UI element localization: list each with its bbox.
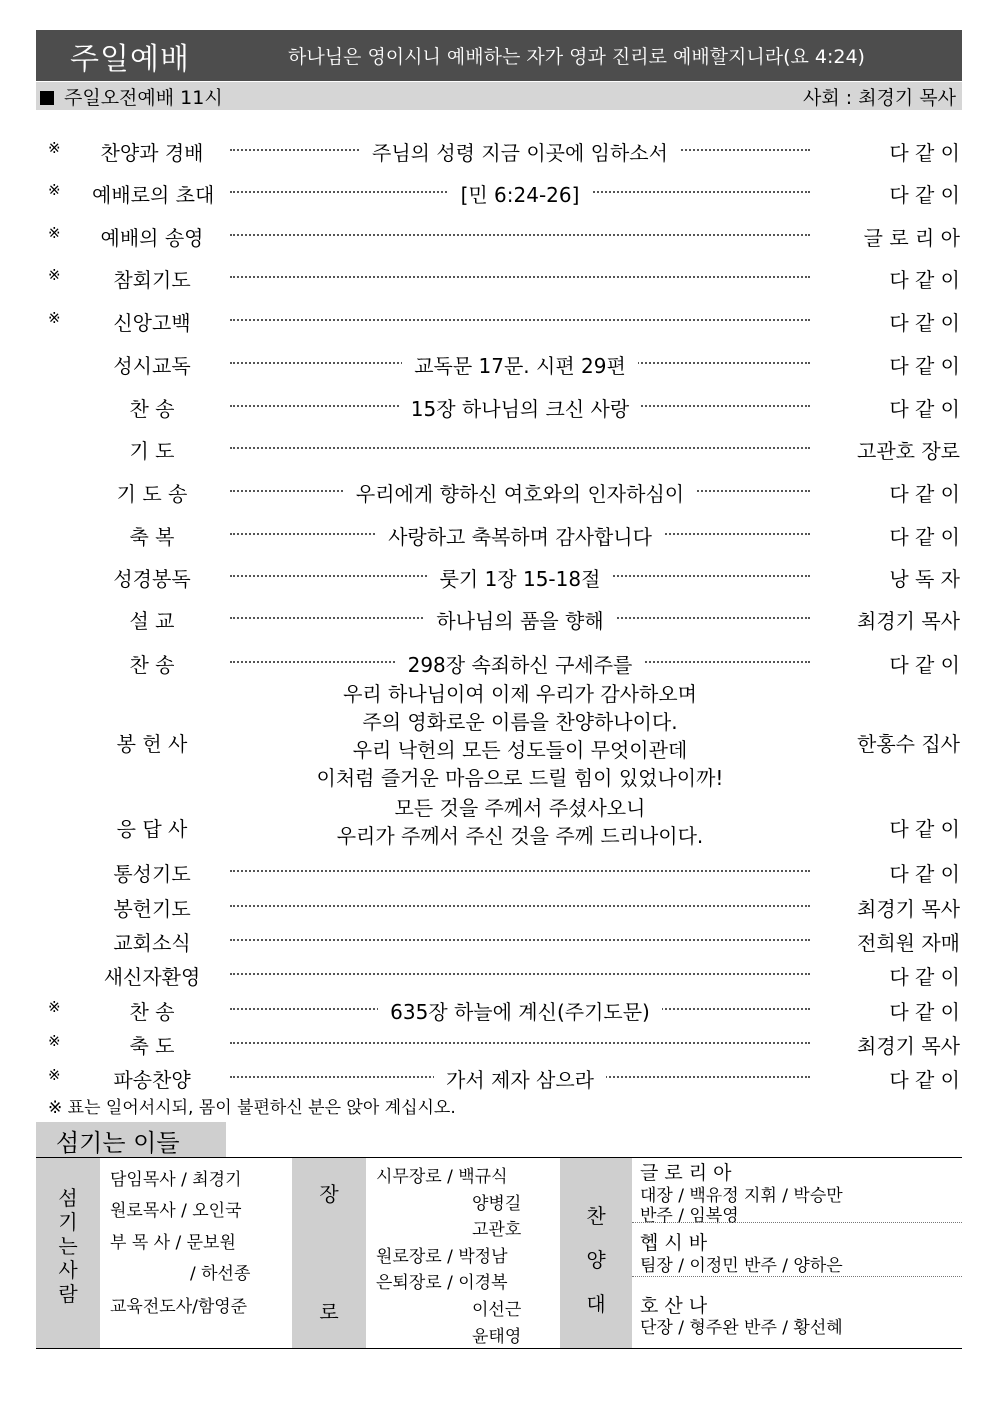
- order-label: 기 도 송: [116, 482, 188, 506]
- order-leader: 다 같 이: [889, 397, 960, 421]
- order-leader: 최경기 목사: [857, 609, 960, 633]
- order-leader: 한홍수 집사: [857, 732, 960, 756]
- order-row: [0, 429, 992, 463]
- choir-detail: 팀장 / 이정민 반주 / 양하은: [640, 1256, 843, 1276]
- order-content: [230, 996, 810, 1025]
- choir-name: 헵 시 바: [640, 1232, 708, 1254]
- order-content-text: 룻기 1장 15-18절: [428, 567, 613, 591]
- order-label: 찬양과 경배: [100, 141, 204, 165]
- elder-entry: 원로장로 / 박정남: [376, 1247, 508, 1267]
- order-leader: 다 같 이: [889, 482, 960, 506]
- order-label: 성경봉독: [113, 567, 191, 591]
- order-label: 축 복: [129, 525, 175, 549]
- vertical-char: 섬: [58, 1186, 78, 1210]
- elder-entry: 은퇴장로 / 이경복: [376, 1273, 508, 1293]
- standing-mark: ※: [48, 266, 61, 284]
- offering-line: 주의 영화로운 이름을 찬양하나이다.: [362, 710, 678, 734]
- order-row: [0, 1024, 992, 1058]
- order-leader: 다 같 이: [889, 183, 960, 207]
- order-label: 기 도: [129, 439, 175, 463]
- vertical-char: 는: [58, 1234, 78, 1258]
- order-content: [230, 563, 810, 592]
- order-leader: 다 같 이: [889, 354, 960, 378]
- order-leader: 글 로 리 아: [863, 226, 960, 250]
- order-content-text: 교독문 17문. 시편 29편: [402, 354, 638, 378]
- order-content: [230, 605, 810, 634]
- dotted-leader: [230, 973, 810, 975]
- header-verse: 하나님은 영이시니 예배하는 자가 영과 진리로 예배할지니라(요 4:24): [288, 46, 865, 68]
- order-content: [230, 1064, 810, 1093]
- choir-detail: 대장 / 백유정 지휘 / 박승만: [640, 1186, 843, 1206]
- order-content-text: 298장 속죄하신 구세주를: [396, 653, 645, 677]
- dotted-leader: [230, 276, 810, 278]
- order-content-text: 가서 제자 삼으라: [434, 1068, 606, 1092]
- order-row: [0, 599, 992, 633]
- standing-mark: ※: [48, 1032, 61, 1050]
- order-content-text: [민 6:24-26]: [449, 183, 592, 207]
- order-leader: 다 같 이: [889, 525, 960, 549]
- elder-entry: 양병길: [472, 1194, 522, 1214]
- order-row: [0, 387, 992, 421]
- dotted-leader: [230, 1042, 810, 1044]
- order-row: [0, 301, 992, 335]
- vertical-char: 사: [58, 1258, 78, 1282]
- choir-name: 호 산 나: [640, 1295, 708, 1317]
- order-row: [0, 131, 992, 165]
- dotted-leader: [230, 905, 810, 907]
- order-content: [230, 649, 810, 678]
- order-content-text: 635장 하늘에 계신(주기도문): [378, 1000, 662, 1024]
- order-label: 찬 송: [129, 1000, 175, 1024]
- dotted-leader: [230, 319, 810, 321]
- dotted-leader: [230, 870, 810, 872]
- order-leader: 다 같 이: [889, 862, 960, 886]
- response-text: [230, 794, 810, 850]
- order-row: [0, 515, 992, 549]
- choir-detail: 단장 / 형주완 반주 / 황선혜: [640, 1318, 843, 1338]
- elder-entry: 윤태영: [472, 1327, 522, 1347]
- order-leader: 다 같 이: [889, 817, 960, 841]
- order-leader: 다 같 이: [889, 1068, 960, 1092]
- order-row: [0, 643, 992, 677]
- order-row: [0, 921, 992, 955]
- order-row: [0, 955, 992, 989]
- staff-entry: 교육전도사/함영준: [110, 1297, 248, 1317]
- order-row: [0, 258, 992, 292]
- order-content-text: 사랑하고 축복하며 감사합니다: [376, 525, 664, 549]
- order-row: [0, 173, 992, 207]
- order-content: [230, 137, 810, 166]
- elder-entry: 고관호: [472, 1220, 522, 1240]
- service-time-label: 주일오전예배 11시: [64, 86, 223, 109]
- order-row: [0, 1058, 992, 1092]
- offering-line: 우리 낙헌의 모든 성도들이 무엇이관데: [352, 738, 688, 762]
- order-leader: 다 같 이: [889, 141, 960, 165]
- vertical-char: 기: [58, 1210, 78, 1234]
- staff-entry: 부 목 사 / 문보원: [110, 1233, 236, 1253]
- square-bullet-icon: [40, 91, 54, 105]
- order-leader: 고관호 장로: [857, 439, 960, 463]
- order-content: [230, 350, 810, 379]
- staff-table: [36, 1157, 962, 1349]
- standing-note: ※ 표는 일어서시되, 몸이 불편하신 분은 앉아 계십시오.: [48, 1098, 456, 1118]
- service-host: 사회 : 최경기 목사: [803, 86, 956, 109]
- response-line: 우리가 주께서 주신 것을 주께 드리나이다.: [336, 824, 704, 848]
- order-leader: 다 같 이: [889, 1000, 960, 1024]
- order-label: 찬 송: [129, 653, 175, 677]
- service-time: [40, 83, 223, 110]
- staff-entry: 원로목사 / 오인국: [110, 1201, 242, 1221]
- order-label: 설 교: [129, 609, 175, 633]
- order-content-text: 우리에게 향하신 여호와의 인자하심이: [344, 482, 696, 506]
- choir-divider: [632, 1276, 962, 1277]
- offering-line: 우리 하나님이여 이제 우리가 감사하오며: [343, 682, 697, 706]
- order-label: 새신자환영: [103, 965, 201, 989]
- order-row: [0, 990, 992, 1024]
- order-label: 파송찬양: [113, 1068, 191, 1092]
- order-content: [230, 521, 810, 550]
- order-content: [230, 478, 810, 507]
- standing-mark: ※: [48, 1066, 61, 1084]
- order-label: 교회소식: [113, 931, 191, 955]
- order-content-text: 하나님의 품을 향해: [424, 609, 615, 633]
- order-label: 참회기도: [113, 268, 191, 292]
- order-label: 응 답 사: [116, 817, 188, 841]
- order-row: [0, 887, 992, 921]
- choir-divider: [632, 1222, 962, 1223]
- choir-detail: 반주 / 임복영: [640, 1206, 739, 1226]
- order-label: 신앙고백: [113, 311, 191, 335]
- order-label: 예배로의 초대: [92, 183, 215, 207]
- order-label: 축 도: [129, 1034, 175, 1058]
- staff-section-title: 섬기는 이들: [36, 1122, 226, 1158]
- order-leader: 다 같 이: [889, 311, 960, 335]
- order-leader: 최경기 목사: [857, 1034, 960, 1058]
- order-label: 봉헌기도: [113, 897, 191, 921]
- staff-entry: 담임목사 / 최경기: [110, 1170, 242, 1190]
- dotted-leader: [230, 939, 810, 941]
- order-content: [230, 179, 810, 208]
- order-leader: 다 같 이: [889, 965, 960, 989]
- order-content-text: 주님의 성령 지금 이곳에 임하소서: [360, 141, 680, 165]
- order-row: [0, 557, 992, 591]
- order-label: 통성기도: [113, 862, 191, 886]
- order-leader: 전희원 자매: [857, 931, 960, 955]
- order-label: 찬 송: [129, 397, 175, 421]
- vertical-char: 람: [58, 1282, 78, 1306]
- staff-column-label: [36, 1186, 100, 1306]
- standing-mark: ※: [48, 224, 61, 242]
- page-title: 주일예배: [70, 41, 190, 77]
- response-line: 모든 것을 주께서 주셨사오니: [394, 796, 646, 820]
- dotted-leader: [230, 447, 810, 449]
- order-label: 예배의 송영: [100, 226, 204, 250]
- order-leader: 낭 독 자: [889, 567, 960, 591]
- order-row: [0, 216, 992, 250]
- vertical-char: 양: [586, 1248, 606, 1272]
- dotted-leader: [230, 234, 810, 236]
- standing-mark: ※: [48, 181, 61, 199]
- vertical-char: 찬: [586, 1204, 606, 1228]
- order-leader: 다 같 이: [889, 268, 960, 292]
- offering-line: 이처럼 즐거운 마음으로 드릴 힘이 있었나이까!: [316, 766, 724, 790]
- offering-text: [230, 680, 810, 792]
- header-banner: [36, 30, 962, 81]
- order-row: [0, 472, 992, 506]
- order-label: 봉 헌 사: [116, 732, 188, 756]
- order-row: [0, 344, 992, 378]
- elder-entry: 이선근: [472, 1300, 522, 1320]
- order-row: [0, 852, 992, 886]
- standing-mark: ※: [48, 309, 61, 327]
- choir-name: 글 로 리 아: [640, 1162, 732, 1184]
- order-leader: 최경기 목사: [857, 897, 960, 921]
- order-label: 성시교독: [113, 354, 191, 378]
- standing-mark: ※: [48, 998, 61, 1016]
- elder-entry: 시무장로 / 백규식: [376, 1167, 508, 1187]
- order-content-text: 15장 하나님의 크신 사랑: [399, 397, 641, 421]
- order-leader: 다 같 이: [889, 653, 960, 677]
- staff-entry: / 하선종: [190, 1264, 251, 1284]
- choir-column-label: [560, 1194, 632, 1326]
- service-subheader: [36, 82, 962, 110]
- elder-label-bottom: 로: [319, 1300, 339, 1324]
- standing-mark: ※: [48, 139, 61, 157]
- order-content: [230, 393, 810, 422]
- vertical-char: 대: [586, 1292, 606, 1316]
- elder-label-top: 장: [319, 1182, 339, 1206]
